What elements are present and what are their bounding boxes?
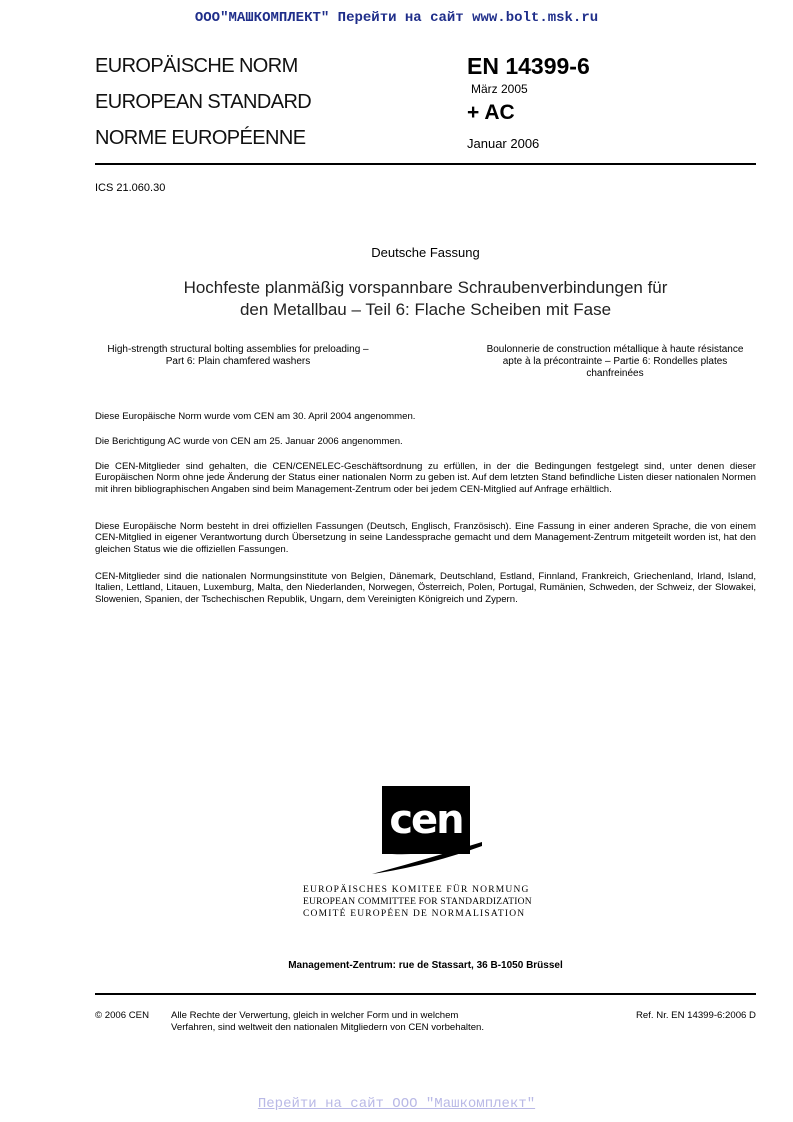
subtitle-fr-line-3: chanfreinées [586, 368, 644, 379]
title-line-1: Hochfeste planmäßig vorspannbare Schraubenverbindungen für [183, 278, 668, 297]
cen-logo-text: cen [389, 797, 463, 843]
rights-notice [171, 1010, 571, 1034]
subtitle-fr-line-2: apte à la précontrainte – Partie 6: Rondelles plates [502, 356, 728, 367]
reference-number: Ref. Nr. EN 14399-6:2006 D [636, 1010, 756, 1021]
title-line-2: den Metallbau – Teil 6: Flache Scheiben mit Fase [239, 300, 612, 319]
norm-date: März 2005 [471, 82, 528, 96]
header-line-fr: NORME EUROPÉENNE [95, 127, 306, 149]
committee-line-en: EUROPEAN COMMITTEE FOR STANDARDIZATION [303, 897, 532, 907]
header-line-de: EUROPÄISCHE NORM [95, 55, 298, 77]
header-line-en: EUROPEAN STANDARD [95, 91, 312, 113]
paragraph-versions: Diese Europäische Norm besteht in drei offiziellen Fassungen (Deutsch, Englisch, Französisch). Eine Fassung in einer anderen Sprache, die von einem CEN-Mitglied in eigener Verantwortung durch Übersetzung in seine Landessprache gemacht und dem Management-Zentrum mitgeteilt worden ist, hat den gleichen Status wie die offiziellen Fassungen. [95, 521, 756, 555]
subtitle-en-line-2: Part 6: Plain chamfered washers [165, 356, 311, 367]
rights-line-2: Verfahren, sind weltweit den nationalen Mitgliedern von CEN vorbehalten. [171, 1022, 485, 1033]
document-title [120, 277, 731, 321]
committee-names [303, 884, 532, 920]
subtitle-fr-line-1: Boulonnerie de construction métallique à haute résistance [486, 344, 744, 355]
paragraph-correction: Die Berichtigung AC wurde von CEN am 25. Januar 2006 angenommen. [95, 436, 403, 447]
rights-line-1: Alle Rechte der Verwertung, gleich in welcher Form und in welchem [171, 1010, 459, 1021]
header-divider [95, 163, 756, 165]
committee-line-de: EUROPÄISCHES KOMITEE FÜR NORMUNG [303, 885, 530, 895]
ics-code: ICS 21.060.30 [95, 182, 166, 194]
subtitle-en-line-1: High-strength structural bolting assemblies for preloading – [107, 344, 369, 355]
amendment-date: Januar 2006 [467, 136, 540, 151]
top-banner-link[interactable]: ООО"МАШКОМПЛЕКТ" Перейти на сайт www.bolt.msk.ru [194, 10, 599, 26]
norm-number: EN 14399-6 [467, 53, 590, 79]
version-label: Deutsche Fassung [371, 245, 480, 260]
bottom-site-link[interactable]: Перейти на сайт ООО "Машкомплект" [257, 1096, 536, 1112]
amendment-label: + AC [467, 101, 515, 124]
paragraph-members: CEN-Mitglieder sind die nationalen Normungsinstitute von Belgien, Dänemark, Deutschland, Estland, Finnland, Frankreich, Griechenland, Irland, Island, Italien, Lettland, Litauen, Luxemburg, Malta, den Niederlanden, Norwegen, Österreich, Polen, Portugal, Rumänien, Schweden, der Schweiz, der Slowakei, Slowenien, Spanien, der Tschechischen Republik, Ungarn, dem Vereinigten Königreich und Zypern. [95, 571, 756, 605]
management-address: Management-Zentrum: rue de Stassart, 36 B-1050 Brüssel [288, 960, 563, 971]
footer-divider [95, 993, 756, 995]
copyright: © 2006 CEN [95, 1010, 149, 1021]
subtitle-french [470, 344, 760, 380]
subtitle-english [95, 344, 381, 368]
cen-logo-icon [372, 786, 482, 876]
paragraph-obligations: Die CEN-Mitglieder sind gehalten, die CEN/CENELEC-Geschäftsordnung zu erfüllen, in der die Bedingungen festgelegt sind, unter denen dieser Europäischen Norm ohne jede Änderung der Status einer nationalen Norm zu geben ist. Auf dem letzten Stand befindliche Listen dieser nationalen Normen mit ihren bibliographischen Angaben sind beim Management-Zentrum oder bei jedem CEN-Mitglied auf Anfrage erhältlich. [95, 461, 756, 495]
paragraph-adoption: Diese Europäische Norm wurde vom CEN am 30. April 2004 angenommen. [95, 411, 416, 422]
committee-line-fr: COMITÉ EUROPÉEN DE NORMALISATION [303, 909, 526, 919]
